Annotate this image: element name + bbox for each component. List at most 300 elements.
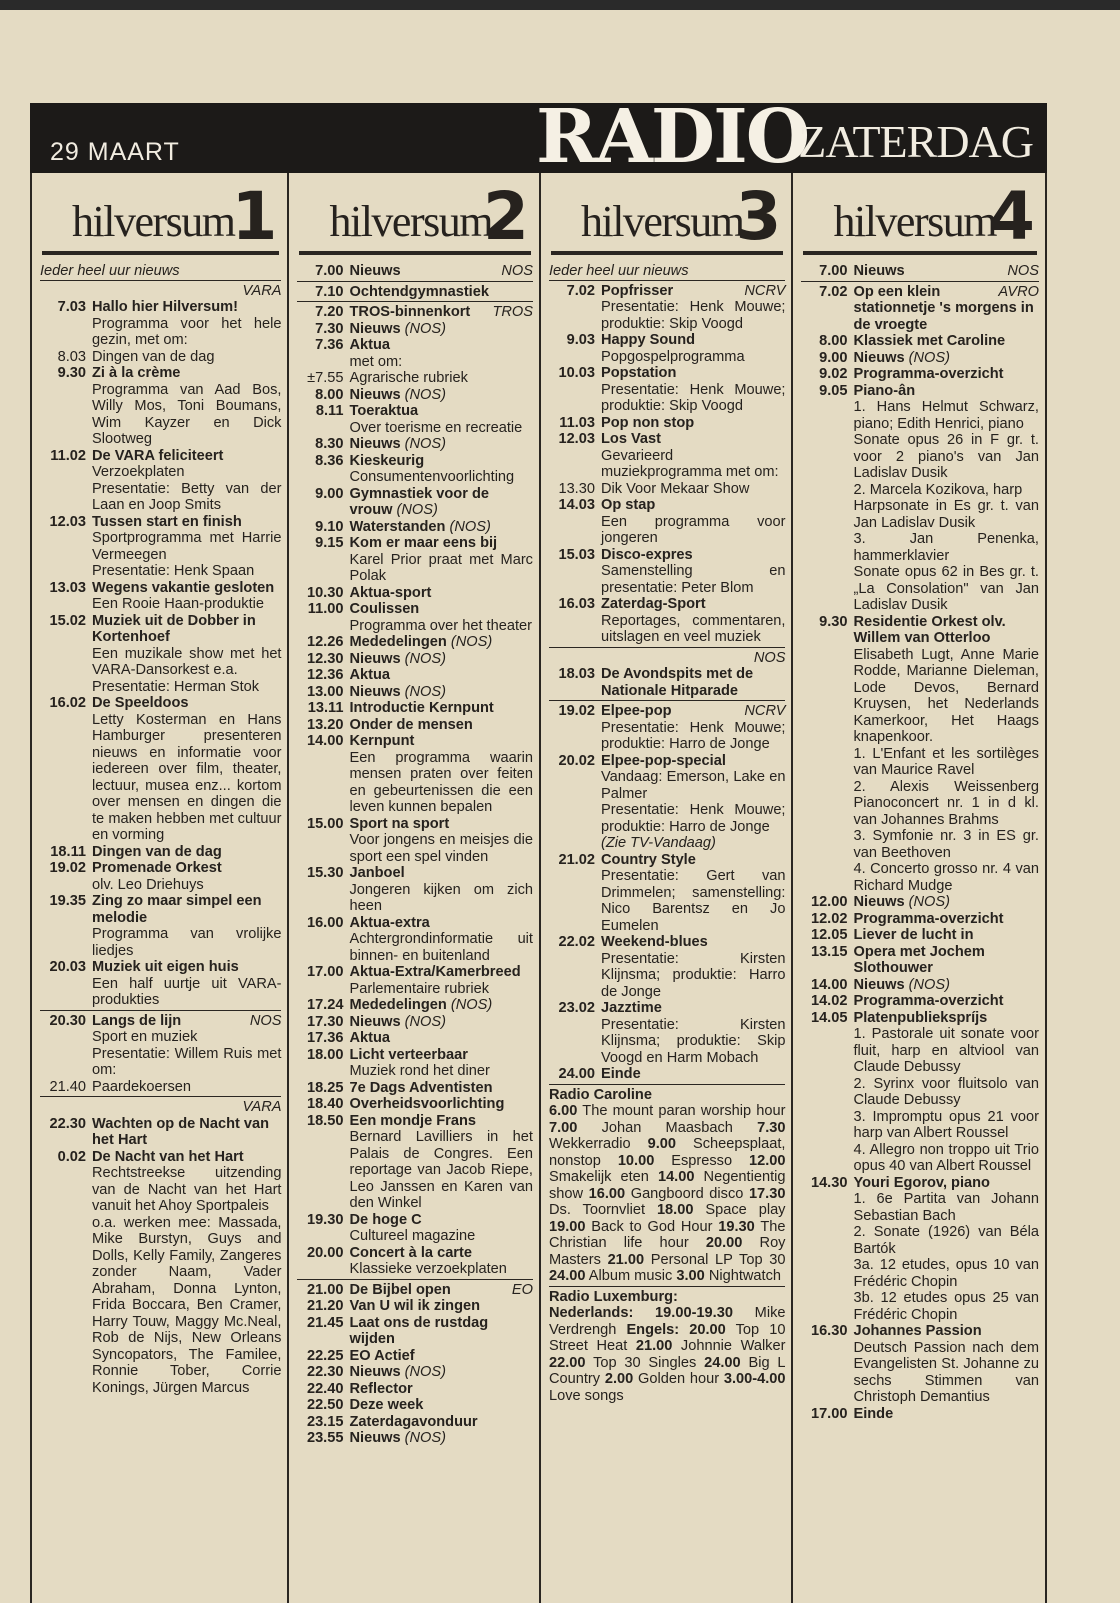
program-description: Voor jongens en meisjes die sport een spel vinden bbox=[349, 832, 533, 865]
program-entry bbox=[549, 703, 786, 753]
divider bbox=[549, 1084, 786, 1085]
program-title-text: De Speeldoos bbox=[92, 695, 189, 711]
program-entry bbox=[549, 283, 786, 333]
block-time: 20.00 bbox=[689, 1321, 726, 1338]
program-description: Presentatie: Henk Mouwe; produktie: Skip Voogd bbox=[600, 299, 786, 332]
program-title-text: Langs de lijn bbox=[92, 1012, 182, 1029]
divider bbox=[549, 1286, 786, 1287]
program-title-text: Nieuws bbox=[349, 386, 401, 403]
program-time: 18.03 bbox=[558, 666, 595, 682]
program-title bbox=[349, 387, 533, 404]
block-time: 19.00 bbox=[548, 1218, 586, 1235]
program-title-text: Liever de lucht in bbox=[853, 927, 974, 943]
program-entry bbox=[297, 651, 533, 668]
program-entry bbox=[297, 370, 533, 387]
program-broadcaster: (NOS) bbox=[404, 1430, 446, 1446]
block-program: Personal LP Top 30 bbox=[650, 1251, 786, 1268]
program-entry bbox=[297, 964, 533, 997]
program-title-text: Introductie Kernpunt bbox=[349, 700, 494, 716]
program-entry bbox=[801, 977, 1039, 994]
program-description: 1. Hans Helmut Schwarz, piano; Edith Henrici, piano bbox=[853, 399, 1039, 432]
program-time: 14.00 bbox=[810, 976, 848, 993]
program-title bbox=[349, 284, 533, 301]
program-time: 12.36 bbox=[306, 667, 344, 683]
program-title bbox=[601, 415, 786, 432]
block-time: 16.00 bbox=[588, 1185, 626, 1202]
program-title-text: Elpee-pop bbox=[600, 703, 672, 719]
program-entry bbox=[297, 717, 533, 734]
program-time: 10.30 bbox=[306, 584, 344, 601]
program-time: 17.36 bbox=[306, 1030, 344, 1046]
program-body bbox=[853, 993, 1039, 1010]
program-entry bbox=[297, 915, 533, 965]
divider bbox=[40, 1010, 281, 1011]
program-title-text: Reflector bbox=[349, 1380, 413, 1397]
station-columns bbox=[30, 173, 1047, 1603]
broadcaster-label: NOS bbox=[501, 263, 533, 279]
program-entry bbox=[297, 816, 533, 866]
divider bbox=[40, 1096, 281, 1097]
program-body bbox=[601, 703, 786, 753]
program-title bbox=[601, 934, 786, 951]
program-title bbox=[601, 481, 786, 498]
program-time: 21.40 bbox=[49, 1078, 86, 1095]
program-time: 22.50 bbox=[306, 1397, 344, 1413]
program-title-text: De Bijbel open bbox=[349, 1281, 451, 1298]
block-time: 18.00 bbox=[656, 1202, 694, 1218]
block-time: 7.30 bbox=[757, 1119, 786, 1136]
station-column-2 bbox=[289, 173, 541, 1603]
program-entry bbox=[297, 486, 533, 519]
divider bbox=[297, 281, 533, 282]
program-description: Vandaag: Emerson, Lake en Palmer bbox=[600, 769, 786, 802]
program-title-text: Paardekoersen bbox=[92, 1078, 191, 1095]
program-title-text: Youri Egorov, piano bbox=[853, 1174, 990, 1191]
program-title bbox=[349, 1245, 533, 1262]
broadcaster-label: VARA bbox=[242, 1099, 282, 1115]
program-time: 15.30 bbox=[306, 865, 344, 881]
program-entry bbox=[297, 453, 533, 486]
program-body bbox=[601, 852, 786, 935]
program-description: Klassieke verzoekplaten bbox=[349, 1261, 507, 1277]
program-title bbox=[601, 497, 786, 514]
station-number: 1 bbox=[231, 178, 278, 255]
program-body bbox=[601, 365, 786, 415]
station-column-3 bbox=[541, 173, 794, 1603]
station-column-1 bbox=[32, 173, 289, 1603]
program-description: 3a. 12 etudes, opus 10 van Frédéric Chopin bbox=[853, 1257, 1039, 1290]
program-body bbox=[349, 1113, 533, 1212]
program-broadcaster: (NOS) bbox=[908, 894, 950, 910]
program-body bbox=[92, 860, 281, 893]
program-description: Letty Kosterman en Hans Hamburger presenteren nieuws en informatie voor iedereen over film, theater, lectuur, musea enz... kortom over mensen en dingen die te maken hebben met cultuur en vorming bbox=[92, 711, 282, 843]
station-number: 4 bbox=[989, 178, 1035, 255]
program-time: 11.03 bbox=[559, 414, 595, 431]
program-body bbox=[92, 844, 281, 861]
program-title-text: De hoge C bbox=[349, 1211, 422, 1228]
program-broadcaster: (NOS) bbox=[908, 976, 950, 993]
program-time: 21.00 bbox=[306, 1281, 344, 1298]
program-broadcaster: (NOS) bbox=[449, 518, 491, 535]
program-description: Programma over het theater bbox=[349, 617, 532, 634]
station-number: 3 bbox=[735, 178, 782, 255]
program-body bbox=[92, 365, 281, 448]
block-time: 20.00 bbox=[705, 1235, 743, 1251]
program-description: 2. Sonate (1926) van Béla Bartók bbox=[853, 1224, 1039, 1257]
program-title-text: Promenade Orkest bbox=[92, 860, 222, 876]
program-title bbox=[92, 349, 281, 366]
program-body bbox=[349, 486, 533, 519]
program-entry bbox=[297, 667, 533, 684]
block-time: 19.00-19.30 bbox=[655, 1305, 733, 1321]
program-entry bbox=[297, 535, 533, 585]
program-title-text: Aktua-extra bbox=[349, 914, 430, 931]
program-title bbox=[349, 915, 533, 932]
program-title bbox=[349, 1315, 533, 1348]
program-title-text: Programma-overzicht bbox=[853, 910, 1004, 927]
program-title bbox=[349, 733, 533, 750]
program-title bbox=[92, 695, 281, 712]
program-description: Presentatie: Kirsten Klijnsma; produktie: Harro de Jonge bbox=[600, 950, 786, 1000]
program-time: 23.55 bbox=[306, 1430, 344, 1446]
program-title-text: Licht verteerbaar bbox=[349, 1046, 468, 1063]
program-description: Rechtstreekse uitzending van de Nacht van het Hart vanuit het Ahoy Sportpaleis bbox=[92, 1165, 282, 1214]
program-body bbox=[349, 1212, 533, 1245]
station-heading bbox=[551, 173, 784, 255]
program-title-text: Mededelingen bbox=[349, 634, 447, 650]
program-title-text: Nieuws bbox=[349, 1364, 401, 1380]
program-time: 10.03 bbox=[558, 365, 595, 381]
program-entry bbox=[297, 1080, 533, 1097]
program-description: Reportages, commentaren, uitslagen en veel muziek bbox=[600, 612, 786, 645]
block-time: 3.00-4.00 bbox=[723, 1371, 786, 1387]
program-title bbox=[349, 1381, 533, 1398]
program-entry bbox=[801, 944, 1039, 977]
program-title bbox=[349, 634, 533, 651]
program-title-text: Nieuws bbox=[349, 650, 401, 667]
program-entry bbox=[549, 666, 786, 699]
block-program: Gangboord disco bbox=[630, 1185, 744, 1202]
program-title bbox=[601, 332, 786, 349]
program-title-text: Laat ons de rustdag wijden bbox=[349, 1314, 489, 1347]
radio-luxemburg-block bbox=[549, 1289, 786, 1405]
program-body bbox=[349, 1298, 533, 1315]
program-title bbox=[853, 944, 1039, 977]
program-time: 15.03 bbox=[558, 546, 595, 563]
program-entry bbox=[549, 415, 786, 432]
program-title bbox=[92, 613, 281, 646]
program-description: Sportprogramma met Harrie Vermeegen bbox=[92, 530, 282, 563]
program-entry bbox=[297, 1047, 533, 1080]
program-title-text: De Avondspits met de Nationale Hitparade bbox=[600, 666, 754, 699]
program-body bbox=[601, 497, 786, 547]
program-title bbox=[349, 684, 533, 701]
program-body bbox=[349, 585, 533, 602]
program-description: Popgospelprogramma bbox=[600, 348, 745, 365]
program-time: 17.30 bbox=[306, 1013, 344, 1030]
program-title-text: Aktua bbox=[349, 337, 391, 353]
program-description: Parlementaire rubriek bbox=[349, 980, 489, 997]
program-time: 7.03 bbox=[57, 299, 86, 315]
program-title-text: Ochtendgymnastiek bbox=[349, 283, 489, 300]
program-body bbox=[349, 263, 533, 280]
program-title-text: TROS-binnenkort bbox=[349, 304, 471, 320]
program-title-text: Popstation bbox=[600, 365, 677, 381]
program-title bbox=[601, 547, 786, 564]
program-time: 17.00 bbox=[810, 1405, 848, 1422]
program-title bbox=[92, 893, 281, 926]
program-title bbox=[349, 1298, 533, 1315]
program-body bbox=[92, 1013, 281, 1079]
program-body bbox=[349, 733, 533, 816]
program-body bbox=[349, 1430, 533, 1447]
program-title-text: Zi à la crème bbox=[92, 365, 181, 381]
program-broadcaster: (NOS) bbox=[404, 650, 446, 667]
program-title bbox=[92, 1013, 281, 1030]
program-time: 7.10 bbox=[315, 283, 344, 300]
program-body bbox=[349, 453, 533, 486]
program-body bbox=[601, 415, 786, 432]
program-description: olv. Leo Driehuys bbox=[92, 876, 204, 893]
station-number: 2 bbox=[483, 178, 529, 255]
program-description: Elisabeth Lugt, Anne Marie Rodde, Marianne Dieleman, Lode Devos, Bernard Kruysen, het Nederlands Kamerkoor, Het Haags knapenkoor. bbox=[853, 646, 1039, 745]
day-label: ZATERDAG bbox=[798, 116, 1033, 167]
program-time: 9.05 bbox=[819, 382, 848, 399]
program-body bbox=[349, 684, 533, 701]
program-title bbox=[349, 816, 533, 833]
program-body bbox=[349, 1315, 533, 1348]
program-entry bbox=[801, 1010, 1039, 1175]
program-entry bbox=[801, 350, 1039, 367]
program-title bbox=[349, 1047, 533, 1064]
program-entry bbox=[801, 333, 1039, 350]
program-body bbox=[349, 1047, 533, 1080]
program-time: 20.02 bbox=[558, 752, 595, 769]
station-name: hilversum bbox=[72, 197, 235, 246]
program-title bbox=[853, 993, 1039, 1010]
block-time: 3.00 bbox=[676, 1268, 705, 1284]
program-title bbox=[92, 844, 281, 861]
program-body bbox=[853, 333, 1039, 350]
program-body bbox=[349, 1282, 533, 1299]
program-body bbox=[853, 894, 1039, 911]
program-time: 22.30 bbox=[49, 1115, 86, 1132]
program-body bbox=[92, 448, 281, 514]
program-entry bbox=[549, 547, 786, 597]
program-title-text: Op een klein stationnetje 's morgens in de vroegte bbox=[853, 283, 1034, 333]
program-entry bbox=[549, 481, 786, 498]
block-time: 24.00 bbox=[704, 1354, 741, 1371]
program-time: 13.15 bbox=[810, 943, 848, 960]
program-body bbox=[853, 1406, 1039, 1423]
program-body bbox=[349, 964, 533, 997]
program-body bbox=[349, 284, 533, 301]
program-title-text: Janboel bbox=[349, 865, 405, 881]
program-entry bbox=[297, 1315, 533, 1348]
program-entry bbox=[297, 997, 533, 1014]
program-title bbox=[349, 651, 533, 668]
radio-logo: RADIO bbox=[536, 94, 809, 180]
block-program: The Christian life hour bbox=[548, 1218, 786, 1251]
program-list bbox=[40, 263, 281, 1396]
program-time: 13.30 bbox=[558, 480, 595, 497]
program-entry bbox=[297, 1298, 533, 1315]
program-time: 9.02 bbox=[819, 366, 848, 382]
program-time: 16.00 bbox=[306, 914, 344, 931]
program-entry bbox=[40, 844, 281, 861]
program-title-text: EO Actief bbox=[349, 1347, 415, 1364]
program-body bbox=[349, 1096, 533, 1113]
block-program: Top 30 Singles bbox=[593, 1354, 697, 1371]
program-title-text: Einde bbox=[600, 1066, 641, 1082]
program-time: 18.11 bbox=[50, 843, 86, 860]
program-note: (Zie TV-Vandaag) bbox=[600, 835, 716, 851]
program-title-text: Piano-ân bbox=[853, 382, 916, 399]
program-title bbox=[349, 964, 533, 981]
program-description: Sport en muziek bbox=[92, 1029, 198, 1045]
program-entry bbox=[549, 934, 786, 1000]
program-entry bbox=[297, 585, 533, 602]
program-title bbox=[349, 1014, 533, 1031]
program-title bbox=[853, 977, 1039, 994]
program-entry bbox=[297, 304, 533, 321]
program-title-text: Country Style bbox=[600, 851, 696, 868]
program-body bbox=[853, 284, 1039, 334]
program-entry bbox=[297, 1282, 533, 1299]
program-entry bbox=[297, 263, 533, 280]
program-title-text: Weekend-blues bbox=[600, 934, 708, 950]
program-broadcaster: (NOS) bbox=[404, 386, 446, 403]
program-body bbox=[349, 601, 533, 634]
block-time: 14.00 bbox=[657, 1169, 695, 1185]
program-title-text: Agrarische rubriek bbox=[349, 370, 468, 386]
program-time: 16.30 bbox=[810, 1323, 848, 1339]
program-title bbox=[349, 601, 533, 618]
program-entry bbox=[801, 366, 1039, 383]
program-time: 14.30 bbox=[810, 1174, 848, 1191]
program-entry bbox=[40, 514, 281, 580]
program-title bbox=[349, 535, 533, 552]
program-entry bbox=[297, 700, 533, 717]
news-note: Ieder heel uur nieuws bbox=[549, 263, 786, 281]
program-title-text: Johannes Passion bbox=[853, 1323, 982, 1339]
program-title bbox=[349, 453, 533, 470]
station-name: hilversum bbox=[329, 197, 492, 246]
program-entry bbox=[297, 284, 533, 301]
program-title bbox=[349, 263, 533, 280]
program-title bbox=[349, 519, 533, 536]
program-body bbox=[349, 387, 533, 404]
block-time: 12.00 bbox=[748, 1152, 786, 1169]
program-time: 18.50 bbox=[306, 1112, 344, 1129]
program-description: Achtergrondinformatie uit binnen- en buitenland bbox=[349, 931, 533, 964]
program-title-text: Tussen start en finish bbox=[92, 513, 242, 530]
program-time: 12.02 bbox=[810, 910, 848, 927]
program-description: 4. Allegro non troppo uit Trio opus 40 van Albert Roussel bbox=[853, 1141, 1039, 1174]
program-body bbox=[349, 321, 533, 338]
program-body bbox=[349, 1245, 533, 1278]
program-title bbox=[349, 304, 533, 321]
program-body bbox=[92, 959, 281, 1009]
program-body bbox=[601, 666, 786, 699]
program-entry bbox=[297, 601, 533, 634]
program-time: 9.10 bbox=[315, 518, 344, 535]
program-title bbox=[349, 436, 533, 453]
program-title-text: Aktua bbox=[349, 667, 391, 683]
program-entry bbox=[297, 1381, 533, 1398]
program-entry bbox=[549, 431, 786, 481]
radio-listing-page bbox=[30, 94, 1047, 1603]
program-time: 22.40 bbox=[306, 1380, 344, 1397]
block-program: Love songs bbox=[548, 1387, 624, 1404]
program-body bbox=[601, 753, 786, 852]
program-title-text: Een mondje Frans bbox=[349, 1112, 476, 1129]
program-title-text: Sport na sport bbox=[349, 815, 450, 832]
program-broadcaster: (NOS) bbox=[450, 997, 493, 1013]
program-body bbox=[853, 927, 1039, 944]
program-description: 1. Pastorale uit sonate voor fluit, harp en altviool van Claude Debussy bbox=[853, 1026, 1039, 1075]
program-body bbox=[349, 997, 533, 1014]
program-title-text: Nieuws bbox=[853, 976, 905, 993]
program-title-text: Los Vast bbox=[600, 431, 662, 447]
program-title-text: Kom er maar eens bij bbox=[349, 535, 498, 551]
program-body bbox=[853, 263, 1039, 280]
program-body bbox=[853, 366, 1039, 383]
program-body bbox=[349, 535, 533, 585]
program-entry bbox=[40, 448, 281, 514]
program-description: Programma van vrolijke liedjes bbox=[92, 926, 282, 959]
program-time: 14.03 bbox=[558, 497, 595, 513]
program-body bbox=[349, 1014, 533, 1031]
page-header bbox=[30, 94, 1047, 180]
program-title-text: Nieuws bbox=[853, 349, 905, 366]
program-title-text: Zing zo maar simpel een melodie bbox=[92, 893, 262, 926]
program-time: 9.30 bbox=[819, 613, 848, 630]
program-body bbox=[853, 911, 1039, 928]
program-entry bbox=[40, 1079, 281, 1096]
program-body bbox=[349, 651, 533, 668]
program-title-text: Van U wil ik zingen bbox=[349, 1298, 481, 1314]
program-time: 21.02 bbox=[558, 851, 595, 868]
program-title bbox=[601, 852, 786, 869]
program-body bbox=[349, 1348, 533, 1365]
program-body bbox=[349, 519, 533, 536]
program-title bbox=[349, 997, 533, 1014]
program-broadcaster: (NOS) bbox=[396, 502, 438, 518]
program-title-text: Dingen van de dag bbox=[92, 348, 215, 365]
program-description: Gevarieerd muziekprogramma met om: bbox=[600, 447, 779, 480]
program-entry bbox=[801, 284, 1039, 334]
program-title-text: Muziek uit de Dobber in Kortenhoef bbox=[92, 612, 256, 645]
program-entry bbox=[549, 497, 786, 547]
program-time: 19.02 bbox=[49, 860, 86, 876]
broadcaster-label: NOS bbox=[1007, 263, 1039, 279]
program-title-text: Op stap bbox=[600, 497, 656, 513]
program-body bbox=[92, 349, 281, 366]
program-body bbox=[601, 481, 786, 498]
program-time: 19.30 bbox=[306, 1211, 344, 1228]
program-title bbox=[349, 1030, 533, 1047]
program-description: Karel Prior praat met Marc Polak bbox=[349, 551, 533, 584]
program-time: 16.03 bbox=[558, 596, 595, 612]
program-title bbox=[853, 1175, 1039, 1192]
program-title-text: Mededelingen bbox=[349, 997, 447, 1013]
program-title bbox=[349, 403, 533, 420]
block-time: 21.00 bbox=[635, 1338, 673, 1354]
program-time: 22.25 bbox=[306, 1347, 344, 1364]
program-description: 2. Marcela Kozikova, harp bbox=[853, 481, 1023, 498]
station-column-4 bbox=[793, 173, 1047, 1603]
